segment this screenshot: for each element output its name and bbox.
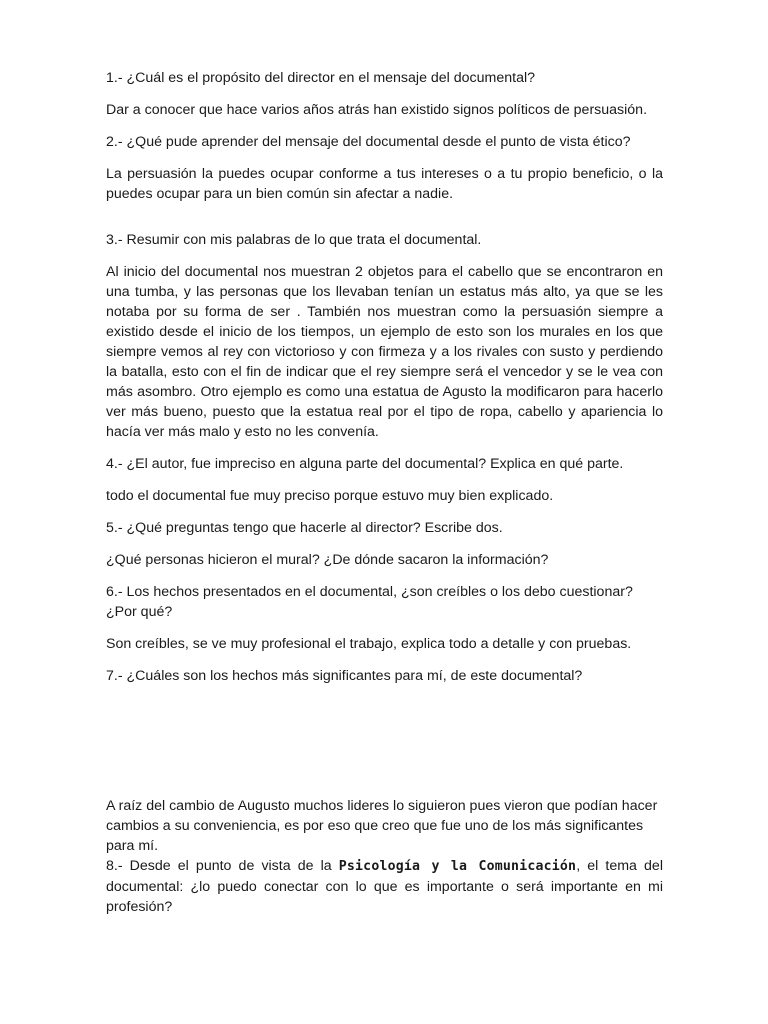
question-4: 4.- ¿El autor, fue impreciso en alguna parte del documental? Explica en qué parte. <box>106 456 624 472</box>
section-3 <box>106 230 663 442</box>
answer-5: ¿Qué personas hicieron el mural? ¿De dónde sacaron la información? <box>106 552 549 568</box>
question-1: 1.- ¿Cuál es el propósito del director en el mensaje del documental? <box>106 70 536 86</box>
answer-2: La persuasión la puedes ocupar conforme a tus intereses o a tu propio beneficio, o la puedes ocupar para un bien común sin afectar a nadie. <box>106 166 663 202</box>
question-7: 7.- ¿Cuáles son los hechos más significantes para mí, de este documental? <box>106 668 583 684</box>
question-8 <box>106 856 663 917</box>
answer-4: todo el documental fue muy preciso porque estuvo muy bien explicado. <box>106 488 554 504</box>
question-8-prefix: 8.- Desde el punto de vista de la <box>106 858 339 874</box>
question-6: 6.- Los hechos presentados en el documental, ¿son creíbles o los debo cuestionar? ¿Por qué? <box>106 584 633 620</box>
question-5: 5.- ¿Qué preguntas tengo que hacerle al director? Escribe dos. <box>106 520 503 536</box>
answer-3: Al inicio del documental nos muestran 2 objetos para el cabello que se encontraron en una tumba, y las personas que los llevaban tenían un estatus más alto, ya que se les notaba por su forma de ser . También nos muestran como la persuasión siempre a existido desde el inicio de los tiempos, un ejemplo de esto son los murales en los que siempre vemos al rey con victorioso y con firmeza y a los rivales con susto y perdiendo la batalla, esto con el fin de indicar que el rey siempre será el vencedor y se le vea con más asombro. Otro ejemplo es como una estatua de Agusto la modificaron para hacerlo ver más bueno, puesto que la estatua real por el tipo de ropa, cabello y apariencia lo hacía ver más malo y esto no les convenía. <box>106 264 663 440</box>
answer-6: Son creíbles, se ve muy profesional el trabajo, explica todo a detalle y con pruebas. <box>106 636 632 652</box>
question-2: 2.- ¿Qué pude aprender del mensaje del documental desde el punto de vista ético? <box>106 134 631 150</box>
answer-7: A raíz del cambio de Augusto muchos lideres lo siguieron pues vieron que podían hacer cambios a su conveniencia, es por eso que creo que fue uno de los más significantes para mí. <box>106 798 658 854</box>
question-8-bold-term: Psicología y la Comunicación <box>338 859 577 874</box>
answer-1: Dar a conocer que hace varios años atrás han existido signos políticos de persuasión. <box>106 102 648 118</box>
question-8-suffix: , el tema del documental: ¿lo puedo conectar con lo que es importante o será importante en mi profesión? <box>106 858 663 915</box>
question-3: 3.- Resumir con mis palabras de lo que trata el documental. <box>106 232 482 248</box>
blank-space <box>106 698 663 796</box>
